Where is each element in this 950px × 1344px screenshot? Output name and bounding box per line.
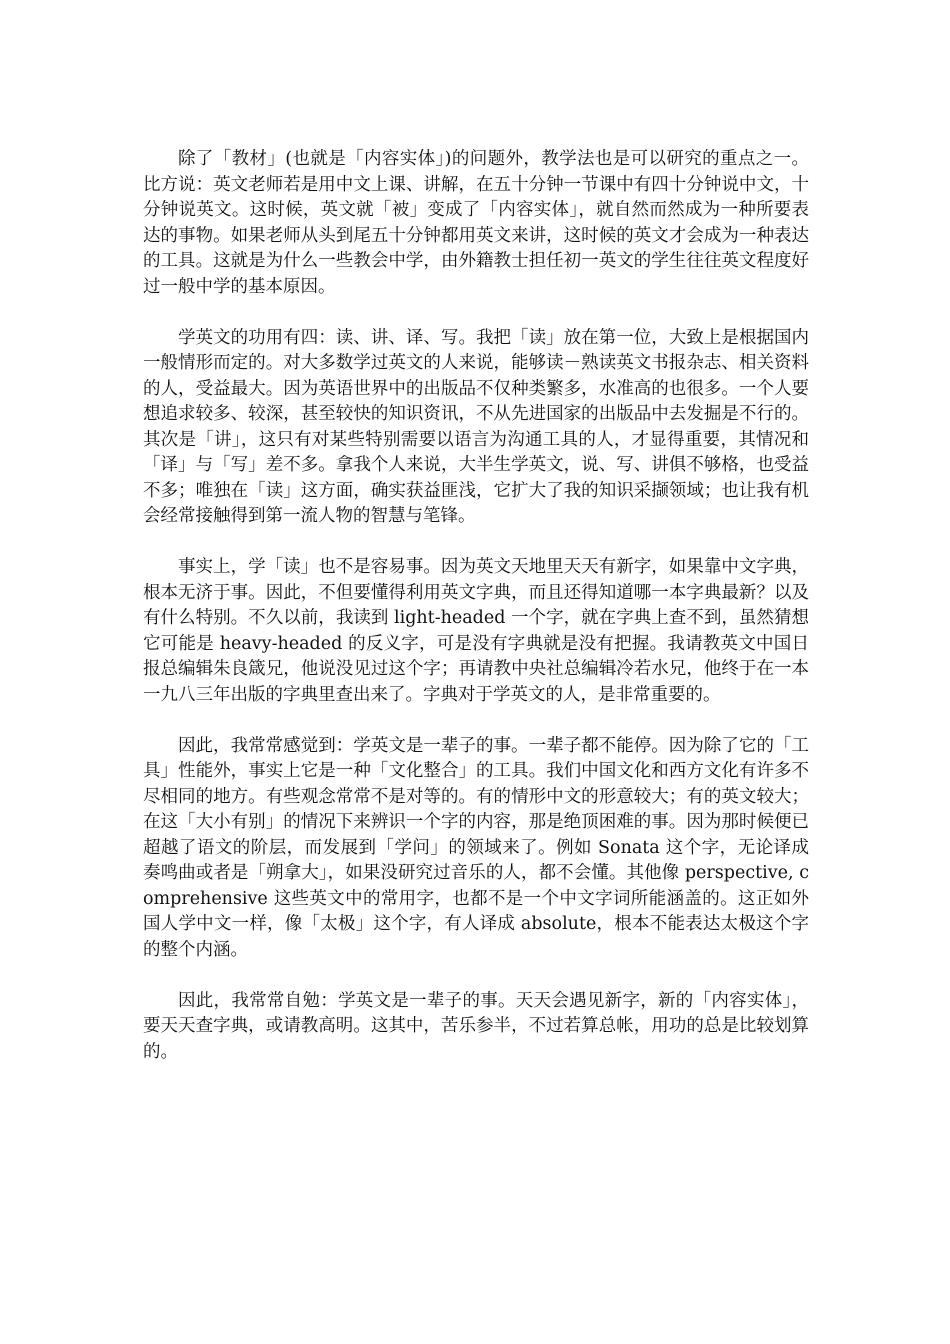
- paragraph-teaching-method: 除了「教材」(也就是「内容实体」)的问题外，教学法也是可以研究的重点之一。比方说：英文老师若是用中文上课、讲解，在五十分钟一节课中有四十分钟说中文，十分钟说英文。这时候，英文就「被」变成了「内容实体」，就自然而然成为一种所要表达的事物。如果老师从头到尾五十分钟都用英文来讲，这时候的英文才会成为一种表达的工具。这就是为什么一些教会中学，由外籍教士担任初一英文的学生往往英文程度好过一般中学的基本原因。: [143, 149, 809, 297]
- paragraph-reading-dictionary: 事实上，学「读」也不是容易事。因为英文天地里天天有新字，如果靠中文字典，根本无济于事。因此，不但要懂得利用英文字典，而且还得知道哪一本字典最新？以及有什么特别。不久以前，我读到 light-headed 一个字，就在字典上查不到，虽然猜想它可能是 heavy-headed 的反义字，可是没有字典就是没有把握。我请教英文中国日报总编辑朱良箴兄，他说没见过这个字；再请教中央社总编辑冷若水兄，他终于在一本一九八三年出版的字典里查出来了。字典对于学英文的人，是非常重要的。: [143, 557, 809, 705]
- paragraph-cultural-integration: 因此，我常常感觉到：学英文是一辈子的事。一辈子都不能停。因为除了它的「工具」性能外，事实上它是一种「文化整合」的工具。我们中国文化和西方文化有许多不尽相同的地方。有些观念常常不是对等的。有的情形中文的形意较大；有的英文较大；在这「大小有别」的情况下来辨识一个字的内容，那是绝顶困难的事。因为那时候便已超越了语文的阶层，而发展到「学问」的领域来了。例如 Sonata 这个字，无论译成奏鸣曲或者是「朔拿大」，如果没研究过音乐的人，都不会懂。其他像 perspective, comprehensive 这些英文中的常用字，也都不是一个中文字词所能涵盖的。这正如外国人学中文一样，像「太极」这个字，有人译成 absolute，根本不能表达太极这个字的整个内涵。: [143, 735, 809, 960]
- paragraph-lifelong-learning: 因此，我常常自勉：学英文是一辈子的事。天天会遇见新字，新的「内容实体」，要天天查字典，或请教高明。这其中，苦乐参半，不过若算总帐，用功的总是比较划算的。: [143, 990, 809, 1062]
- article-body: [143, 147, 809, 1091]
- paragraph-four-uses: 学英文的功用有四：读、讲、译、写。我把「读」放在第一位，大致上是根据国内一般情形而定的。对大多数学过英文的人来说，能够读－熟读英文书报杂志、相关资料的人，受益最大。因为英语世界中的出版品不仅种类繁多，水准高的也很多。一个人要想追求较多、较深，甚至较快的知识资讯，不从先进国家的出版品中去发掘是不行的。其次是「讲」，这只有对某些特别需要以语言为沟通工具的人，才显得重要，其情况和「译」与「写」差不多。拿我个人来说，大半生学英文，说、写、讲俱不够格，也受益不多；唯独在「读」这方面，确实获益匪浅，它扩大了我的知识采撷领域；也让我有机会经常接触得到第一流人物的智慧与笔锋。: [143, 327, 809, 526]
